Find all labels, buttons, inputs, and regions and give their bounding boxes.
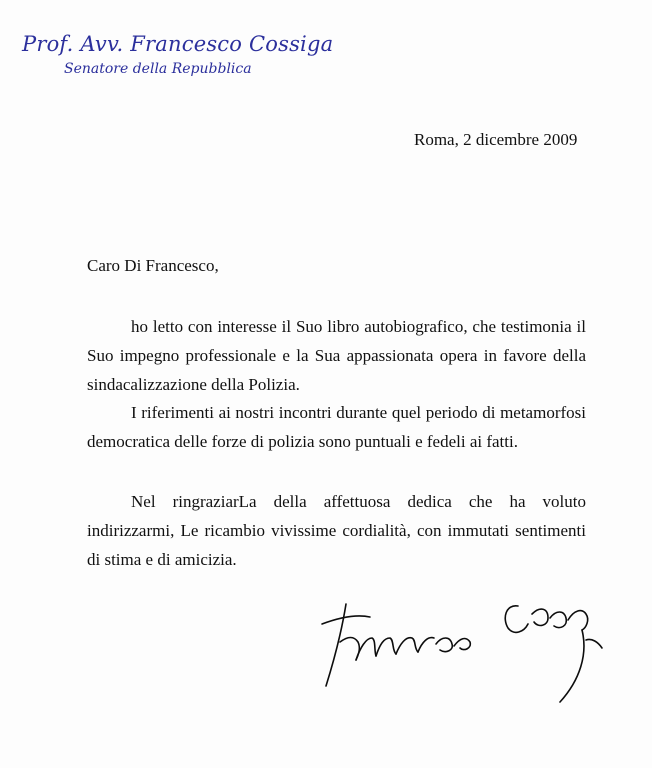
paragraph-1-text: ho letto con interesse il Suo libro autobiografico, che testimonia il Suo impegno professionale e la Sua appassionata opera in favore della sindacalizzazione della Polizia. <box>87 317 586 394</box>
letterhead-name: Prof. Avv. Francesco Cossiga <box>22 32 334 56</box>
paragraph-1 <box>87 312 586 399</box>
handwritten-signature <box>318 584 618 714</box>
paragraph-2-text: I riferimenti ai nostri incontri durante quel periodo di metamorfosi democratica delle forze di polizia sono puntuali e fedeli ai fatti. <box>87 403 586 451</box>
paragraph-2 <box>87 398 586 456</box>
paragraph-3 <box>87 487 586 574</box>
signature-mark <box>318 584 618 714</box>
letterhead-title: Senatore della Repubblica <box>64 61 252 77</box>
salutation: Caro Di Francesco, <box>87 256 219 275</box>
letter-date: Roma, 2 dicembre 2009 <box>414 130 578 149</box>
paragraph-3-text: Nel ringraziarLa della affettuosa dedica che ha voluto indirizzarmi, Le ricambio vivissime cordialità, con immutati sentimenti di stima e di amicizia. <box>87 492 586 569</box>
letterhead <box>22 32 333 78</box>
